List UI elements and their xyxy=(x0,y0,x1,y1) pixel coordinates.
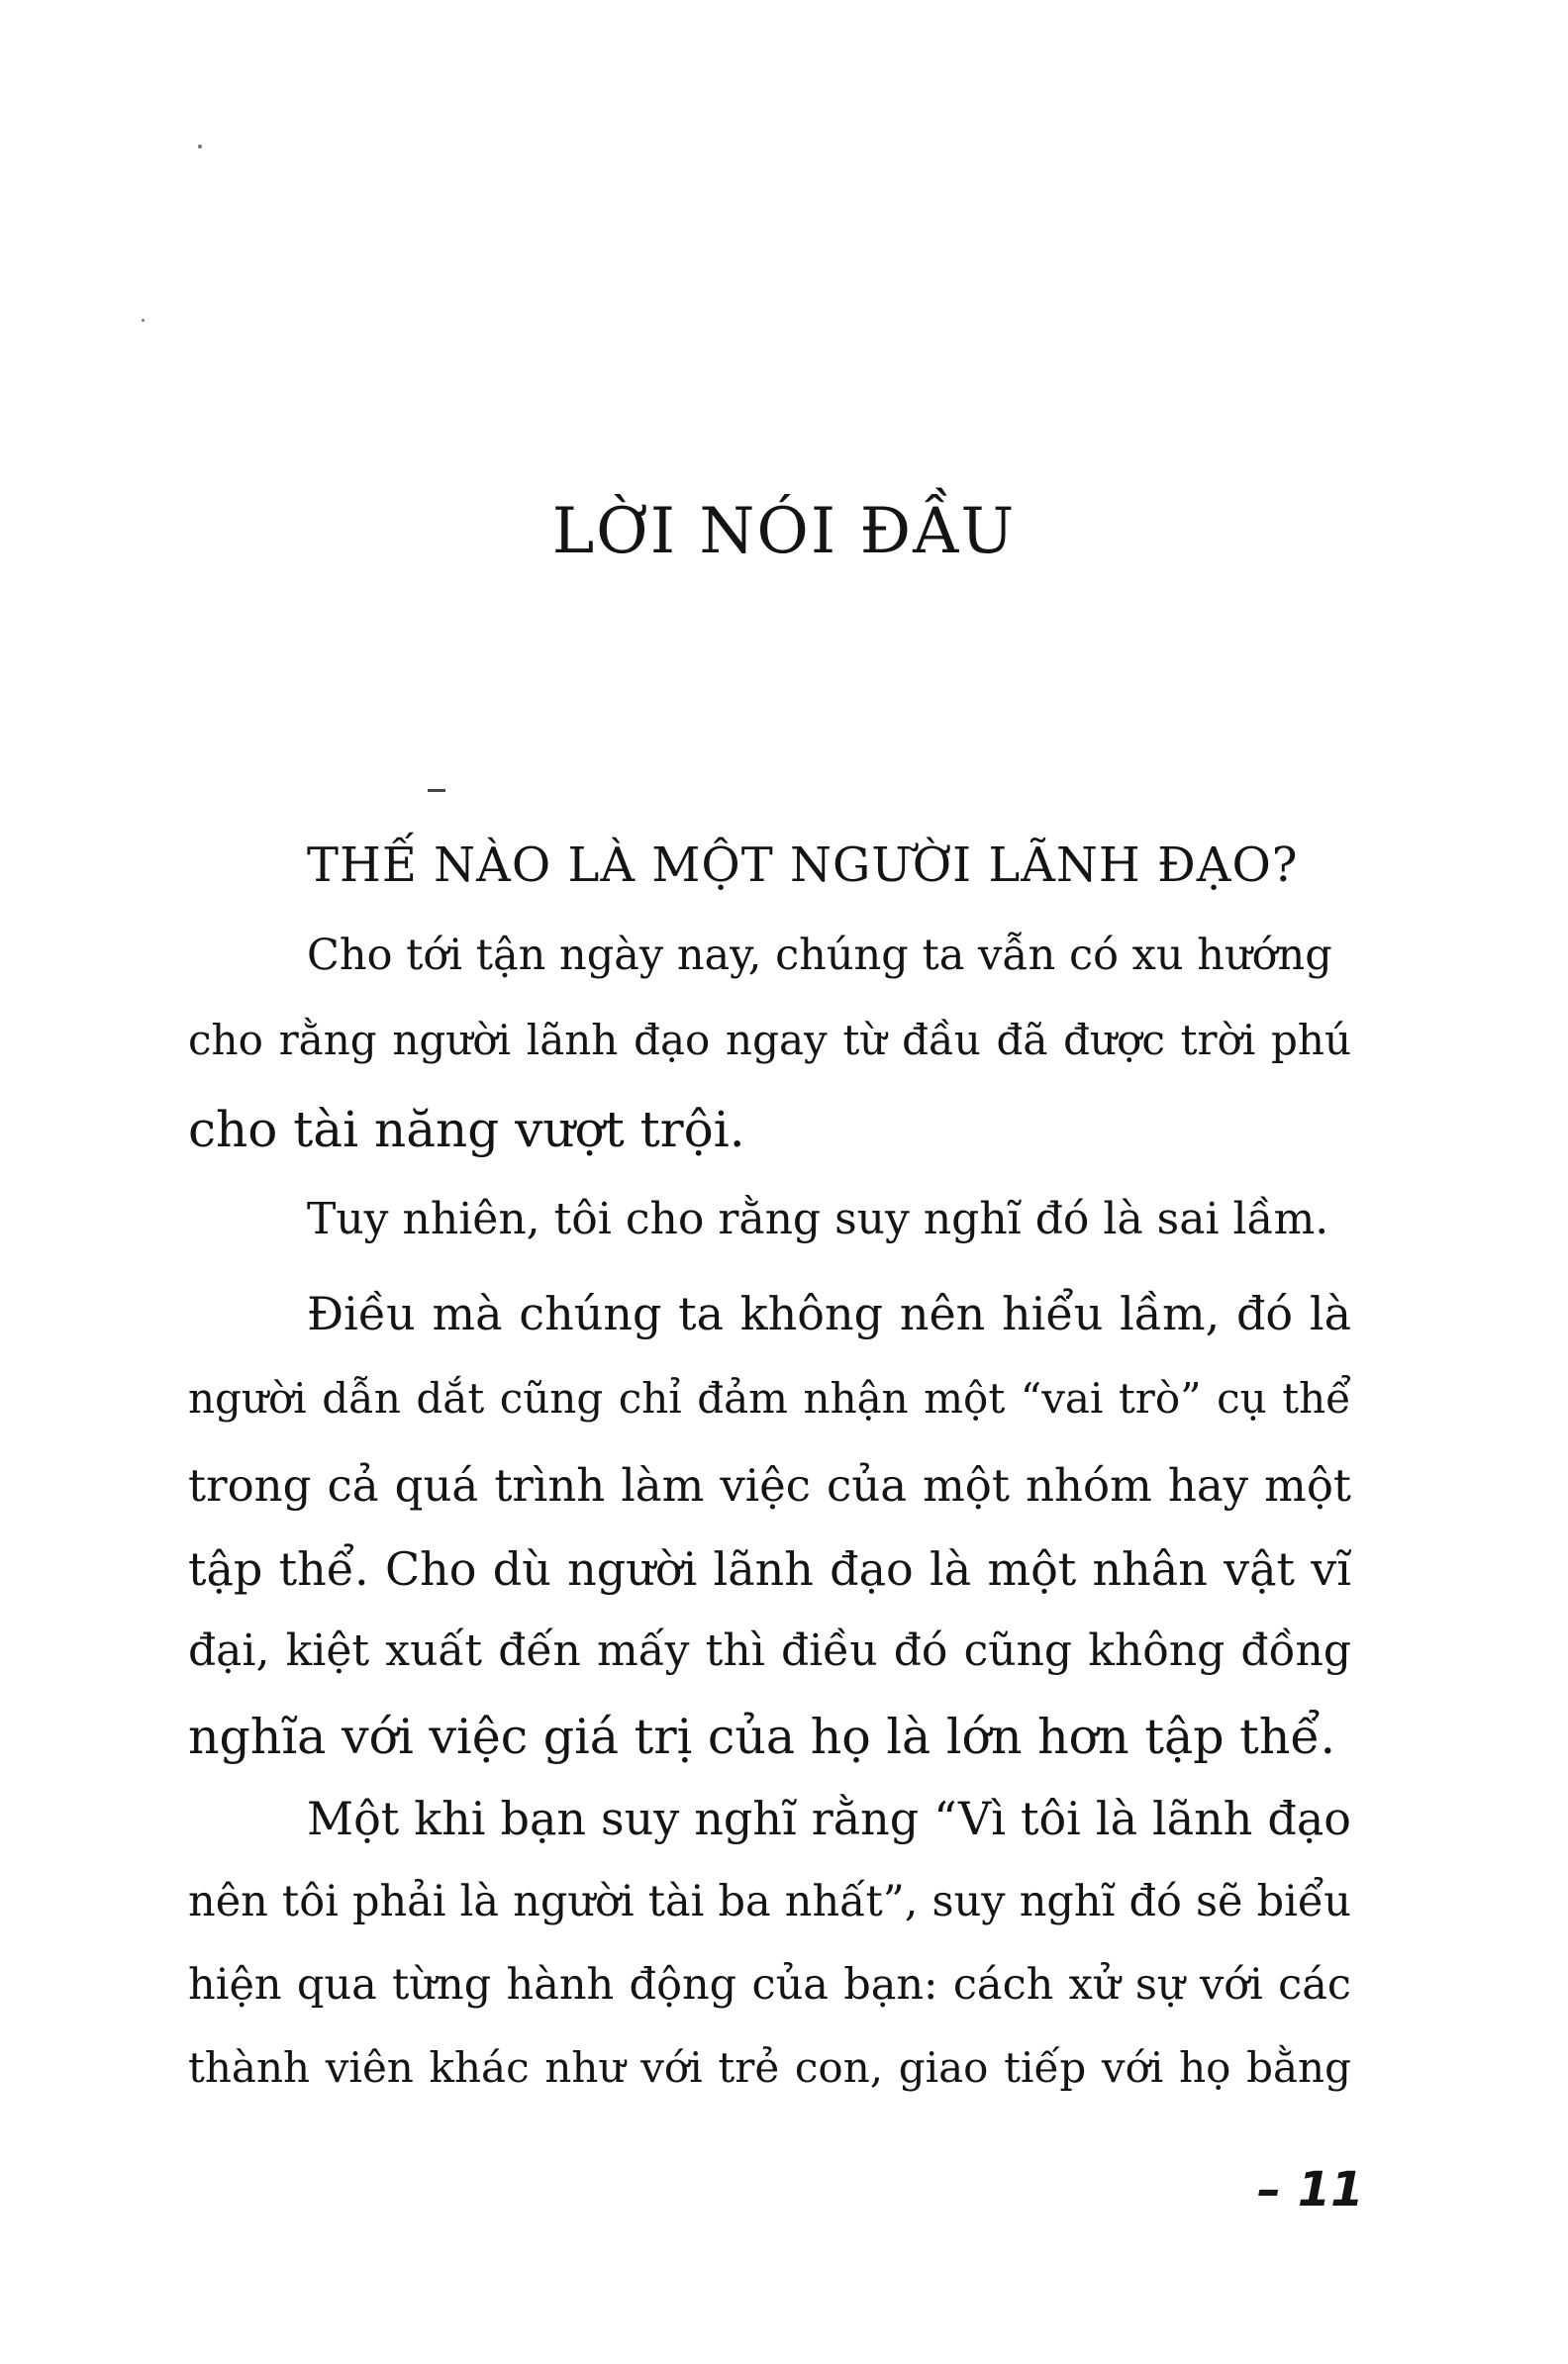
paragraph-line: Điều mà chúng ta không nên hiểu lầm, đó là xyxy=(307,1287,1351,1340)
paragraph-line: nghĩa với việc giá trị của họ là lớn hơn tập thể. xyxy=(188,1709,1336,1765)
scan-dash-mark xyxy=(428,789,445,792)
paragraph-line: tập thể. Cho dù người lãnh đạo là một nhân vật vĩ xyxy=(188,1542,1351,1596)
page-number: – 11 xyxy=(1257,2162,1364,2217)
paragraph-line: thành viên khác như với trẻ con, giao tiếp với họ bằng xyxy=(188,2043,1351,2092)
paragraph-line: Tuy nhiên, tôi cho rằng suy nghĩ đó là sai lầm. xyxy=(307,1194,1329,1244)
paragraph-line: nên tôi phải là người tài ba nhất”, suy nghĩ đó sẽ biểu xyxy=(188,1877,1351,1926)
scan-speck xyxy=(198,145,202,148)
section-heading: THẾ NÀO LÀ MỘT NGƯỜI LÃNH ĐẠO? xyxy=(307,837,1299,893)
paragraph-line: cho tài năng vượt trội. xyxy=(188,1101,745,1158)
scan-speck xyxy=(142,319,145,322)
paragraph-line: Một khi bạn suy nghĩ rằng “Vì tôi là lãnh đạo xyxy=(307,1792,1351,1845)
paragraph-line: người dẫn dắt cũng chỉ đảm nhận một “vai trò” cụ thể xyxy=(188,1374,1351,1423)
paragraph-line: hiện qua từng hành động của bạn: cách xử sự với các xyxy=(188,1960,1351,2010)
paragraph-line: trong cả quá trình làm việc của một nhóm hay một xyxy=(188,1459,1351,1512)
paragraph-line: cho rằng người lãnh đạo ngay từ đầu đã được trời phú xyxy=(188,1016,1351,1064)
paragraph-line: đại, kiệt xuất đến mấy thì điều đó cũng không đồng xyxy=(188,1625,1351,1676)
chapter-title: LỜI NÓI ĐẦU xyxy=(551,495,1017,568)
paragraph-line: Cho tới tận ngày nay, chúng ta vẫn có xu hướng xyxy=(307,931,1332,980)
